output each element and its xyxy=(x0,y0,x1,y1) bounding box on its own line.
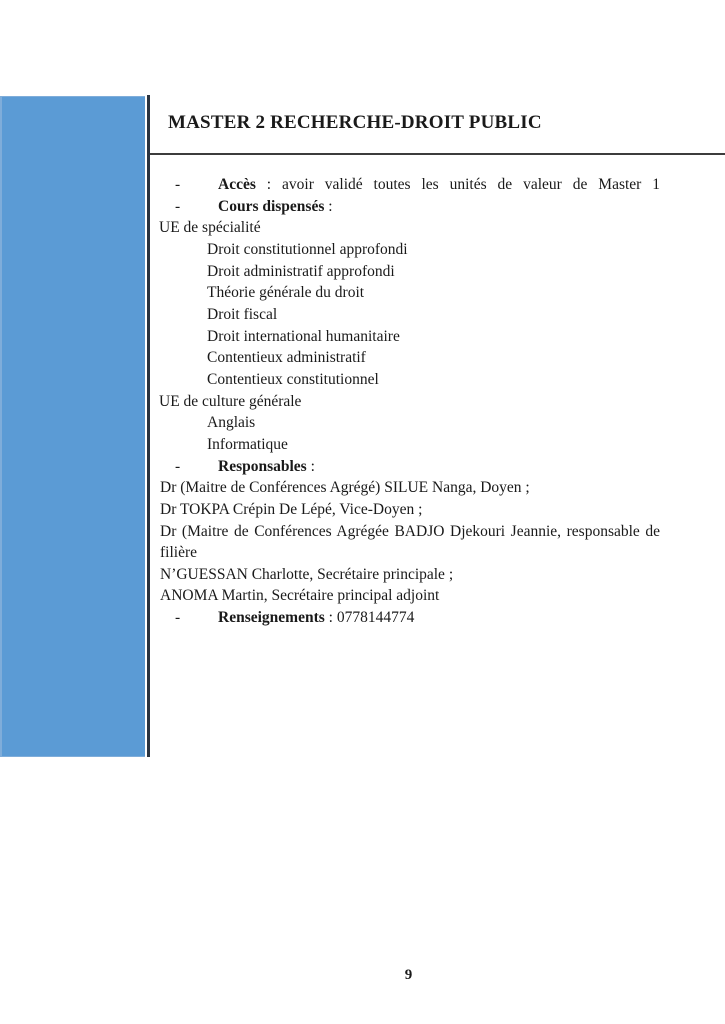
bullet-label: Renseignements xyxy=(218,609,325,627)
bullet-label: Responsables xyxy=(218,457,307,475)
document-line: UE de culture générale xyxy=(159,392,302,410)
bullet-dash: - xyxy=(175,609,181,627)
bullet-dash: - xyxy=(175,176,181,193)
document-line xyxy=(157,174,660,196)
document-line xyxy=(157,196,660,218)
bullet-text: : 0778144774 xyxy=(324,609,415,627)
document-line: filière xyxy=(160,544,198,562)
document-line xyxy=(157,607,660,629)
document-line: Dr (Maitre de Conférences Agrégée BADJO Djekouri Jeannie, responsable de xyxy=(160,522,660,540)
document-line: Droit fiscal xyxy=(207,305,278,323)
page-number: 9 xyxy=(404,967,413,983)
document-line: Informatique xyxy=(207,435,288,453)
document-line: Anglais xyxy=(207,414,256,432)
document-body xyxy=(157,174,660,629)
document-line: Dr (Maitre de Conférences Agrégé) SILUE Nanga, Doyen ; xyxy=(160,479,530,497)
document-line: Droit international humanitaire xyxy=(207,327,400,345)
bullet-dash: - xyxy=(175,197,181,215)
document-line: Droit administratif approfondi xyxy=(207,262,395,280)
document-line: N’GUESSAN Charlotte, Secrétaire principale ; xyxy=(160,565,454,583)
document-line: ANOMA Martin, Secrétaire principal adjoint xyxy=(160,587,440,605)
frame-vertical-line xyxy=(147,95,150,757)
document-line: Dr TOKPA Crépin De Lépé, Vice-Doyen ; xyxy=(160,500,423,518)
bullet-label: Accès xyxy=(218,176,256,193)
bullet-text: : xyxy=(306,457,315,475)
bullet-text: : avoir validé toutes les unités de valeur de Master 1 xyxy=(255,176,660,193)
title-rule xyxy=(150,153,725,155)
document-line: Droit constitutionnel approfondi xyxy=(207,240,408,258)
document-line: UE de spécialité xyxy=(159,219,261,237)
document-line: Contentieux administratif xyxy=(207,349,366,367)
bullet-text: : xyxy=(324,197,333,215)
document-line: Théorie générale du droit xyxy=(207,284,365,302)
document-line xyxy=(157,456,660,478)
page-title: MASTER 2 RECHERCHE-DROIT PUBLIC xyxy=(168,112,542,133)
sidebar-accent-bar xyxy=(0,96,145,757)
document-line: Contentieux constitutionnel xyxy=(207,370,379,388)
bullet-dash: - xyxy=(175,457,181,475)
bullet-label: Cours dispensés xyxy=(218,197,325,215)
